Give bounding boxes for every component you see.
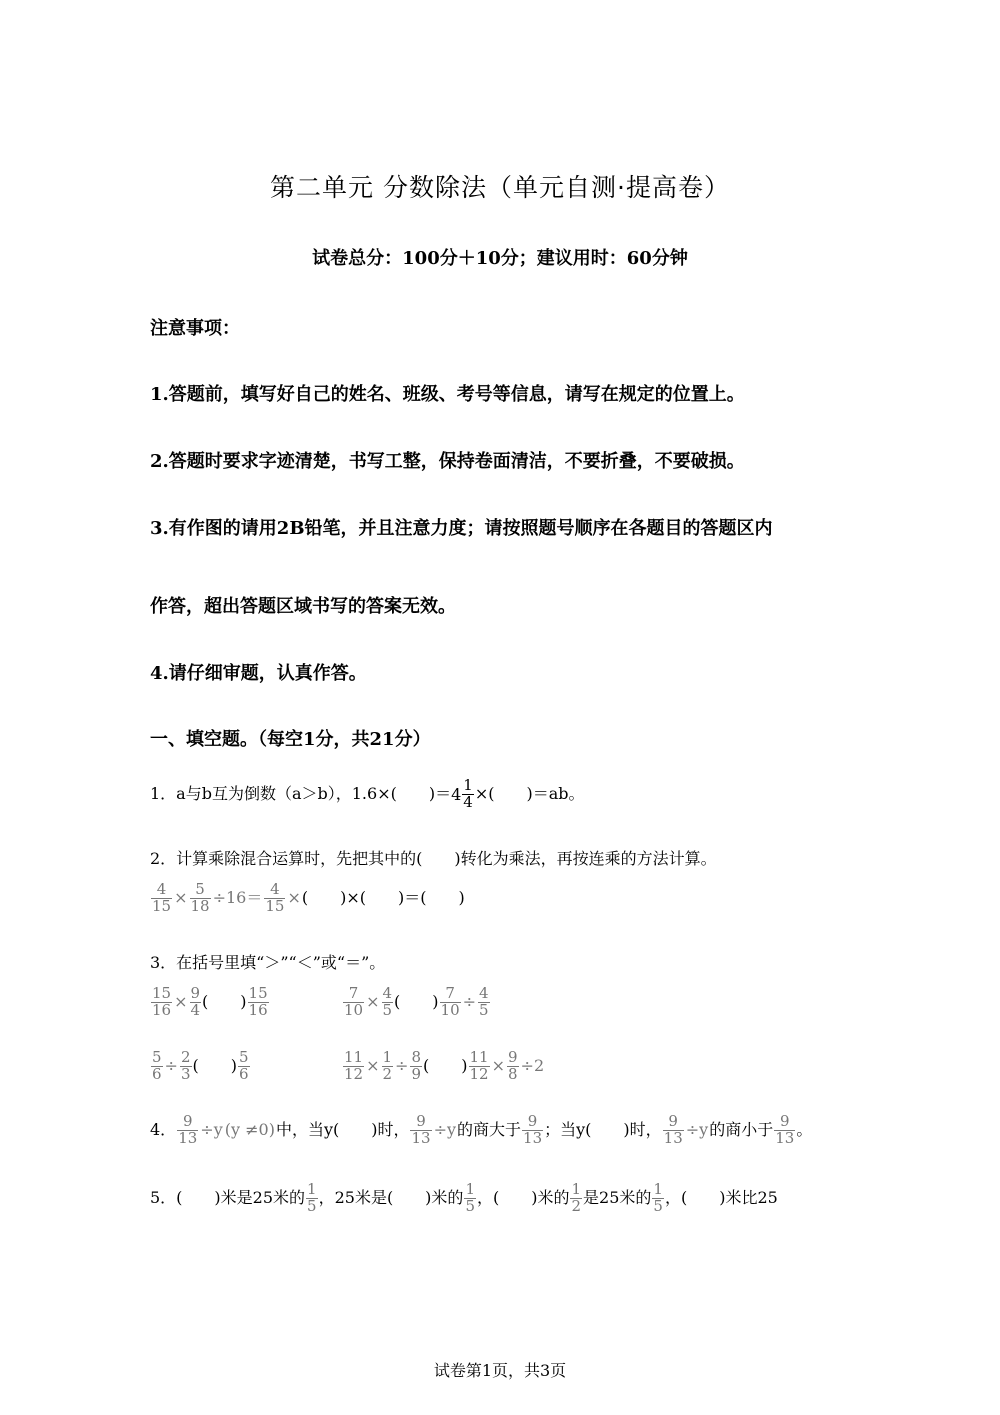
notice-heading: 注意事项： [150, 318, 240, 339]
question-4: 4． $\frac{9}{13}$ ÷y (y ≠0)中，当y( )时， $\frac{9}{13}$ ÷y的商大于 $\frac{9}{13}$ ；当y( )时， $\frac{9}{13}$ ÷y的商小于 $\frac{9}{13}$ 。 [150, 1112, 813, 1147]
compare-b: $\frac{7}{10}$ × $\frac{4}{5}$ ( ) $\frac{7}{10}$ ÷ $\frac{4}{5}$ [344, 984, 489, 1019]
notice-item-3-cont: 作答，超出答题区域书写的答案无效。 [150, 596, 456, 617]
notice-item-4: 4.请仔细审题，认真作答。 [150, 663, 367, 684]
page-title: 第二单元 分数除法（单元自测·提高卷） [270, 173, 730, 202]
compare-d: $\frac{11}{12}$ × $\frac{1}{2}$ ÷ $\frac{8}{9}$ ( ) $\frac{11}{12}$ × $\frac{9}{8}$ ÷2 [344, 1048, 545, 1083]
exam-info: 试卷总分：100分＋10分；建议用时：60分钟 [312, 248, 688, 269]
page-footer: 试卷第1页，共3页 [433, 1361, 567, 1380]
compare-c: $\frac{5}{6}$ ÷ $\frac{2}{3}$ ( ) $\frac{5}{6}$ [152, 1048, 249, 1083]
question-1: 1．a与b互为倒数（a＞b），1.6×( )＝ 4 $\frac{1}{4}$ ×( )＝ab。 [150, 776, 585, 811]
notice-item-1: 1.答题前，填写好自己的姓名、班级、考号等信息，请写在规定的位置上。 [150, 384, 745, 405]
question-2-expression: $\frac{4}{15}$ × $\frac{5}{18}$ ÷16＝ $\frac{4}{15}$ ×( )×( )＝( ) [152, 880, 465, 915]
notice-item-3: 3.有作图的请用2B铅笔，并且注意力度；请按照题号顺序在各题目的答题区内 [150, 518, 773, 539]
question-2: 2．计算乘除混合运算时，先把其中的( )转化为乘法，再按连乘的方法计算。 [150, 849, 717, 868]
notice-item-2: 2.答题时要求字迹清楚，书写工整，保持卷面清洁，不要折叠，不要破损。 [150, 451, 745, 472]
compare-a: $\frac{15}{16}$ × $\frac{9}{4}$ ( ) $\frac{15}{16}$ [152, 984, 268, 1019]
section-heading: 一、填空题。（每空1分，共21分） [150, 729, 431, 750]
question-5: 5．( )米是25米的 $\frac{1}{5}$ ，25米是( )米的 $\frac{1}{5}$ ，( )米的 $\frac{1}{2}$ 是25米的 $\frac{1}{5}$ ，( )米比25 [150, 1180, 778, 1215]
question-3: 3．在括号里填“＞”“＜”或“＝”。 [150, 953, 386, 972]
